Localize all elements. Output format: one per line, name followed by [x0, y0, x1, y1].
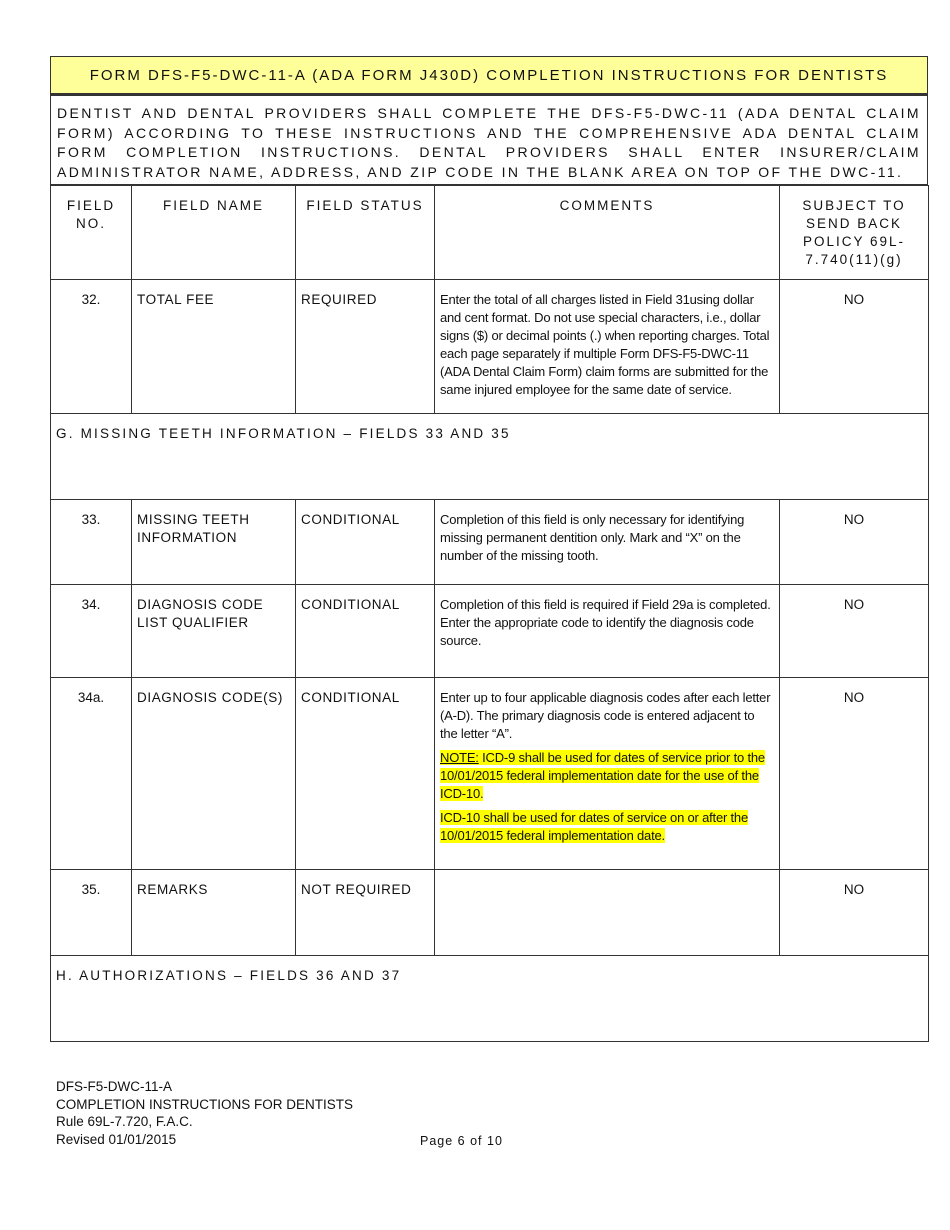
field-name: DIAGNOSIS CODE(S) — [132, 678, 296, 870]
field-comment: Completion of this field is only necessary for identifying missing permanent dentition only. Mark and “X” on the number of the missing tooth. — [435, 500, 780, 585]
field-comment — [435, 870, 780, 956]
field-name: DIAGNOSIS CODE LIST QUALIFIER — [132, 585, 296, 678]
field-status: REQUIRED — [296, 280, 435, 414]
header-field-name: FIELD NAME — [132, 186, 296, 280]
table-row — [51, 585, 929, 678]
comment-note-2 — [440, 809, 774, 845]
form-title: FORM DFS-F5-DWC-11-A (ADA FORM J430D) COMPLETION INSTRUCTIONS FOR DENTISTS — [50, 56, 928, 94]
field-status: CONDITIONAL — [296, 678, 435, 870]
field-status: CONDITIONAL — [296, 500, 435, 585]
field-no: 32. — [51, 280, 132, 414]
table-row — [51, 870, 929, 956]
instructions-table — [50, 185, 929, 1042]
field-comment — [435, 678, 780, 870]
section-heading: H. AUTHORIZATIONS – FIELDS 36 AND 37 — [51, 956, 929, 1042]
field-no: 33. — [51, 500, 132, 585]
header-comments: COMMENTS — [435, 186, 780, 280]
table-row — [51, 678, 929, 870]
section-row-g — [51, 414, 929, 500]
intro-instructions: DENTIST AND DENTAL PROVIDERS SHALL COMPLETE THE DFS-F5-DWC-11 (ADA DENTAL CLAIM FORM) ACCORDING TO THESE INSTRUCTIONS AND THE COMPREHENSIVE ADA DENTAL CLAIM FORM COMPLETION INSTRUCTIONS. DENTAL PROVIDERS SHALL ENTER INSURER/CLAIM ADMINISTRATOR NAME, ADDRESS, AND ZIP CODE IN THE BLANK AREA ON TOP OF THE DWC-11. — [50, 94, 928, 185]
field-comment: Completion of this field is required if Field 29a is completed. Enter the appropriate code to identify the diagnosis code source. — [435, 585, 780, 678]
instructions-page — [50, 56, 928, 1042]
comment-note — [440, 749, 774, 803]
section-row-h — [51, 956, 929, 1042]
page-number: Page 6 of 10 — [420, 1134, 503, 1148]
field-name: REMARKS — [132, 870, 296, 956]
field-name: TOTAL FEE — [132, 280, 296, 414]
footer-revised: Revised 01/01/2015 — [56, 1131, 177, 1147]
field-status: CONDITIONAL — [296, 585, 435, 678]
field-no: 35. — [51, 870, 132, 956]
table-row — [51, 280, 929, 414]
header-send-back: SUBJECT TO SEND BACK POLICY 69L-7.740(11)(g) — [780, 186, 929, 280]
footer-doc-title: COMPLETION INSTRUCTIONS FOR DENTISTS — [56, 1096, 354, 1112]
table-row — [51, 500, 929, 585]
table-header-row — [51, 186, 929, 280]
field-no: 34a. — [51, 678, 132, 870]
note-label: NOTE: — [440, 750, 479, 765]
footer-rule: Rule 69L-7.720, F.A.C. — [56, 1114, 193, 1129]
field-send-back: NO — [780, 678, 929, 870]
field-send-back: NO — [780, 500, 929, 585]
field-send-back: NO — [780, 585, 929, 678]
field-send-back: NO — [780, 870, 929, 956]
field-status: NOT REQUIRED — [296, 870, 435, 956]
field-comment: Enter the total of all charges listed in Field 31using dollar and cent format. Do not use special characters, i.e., dollar signs ($) or decimal points (.) when reporting charges. Total each page separately if multiple Form DFS-F5-DWC-11 (ADA Dental Claim Form) claim forms are submitted for the same injured employee for the same date of service. — [435, 280, 780, 414]
page-footer — [56, 1078, 353, 1148]
field-no: 34. — [51, 585, 132, 678]
comment-paragraph: Enter up to four applicable diagnosis codes after each letter (A-D). The primary diagnosis code is entered adjacent to the letter “A”. — [440, 690, 771, 741]
note2-text: ICD-10 shall be used for dates of service on or after the 10/01/2015 federal implementation date. — [440, 810, 748, 843]
footer-form-id: DFS-F5-DWC-11-A — [56, 1079, 172, 1094]
field-send-back: NO — [780, 280, 929, 414]
header-field-status: FIELD STATUS — [296, 186, 435, 280]
field-name: MISSING TEETH INFORMATION — [132, 500, 296, 585]
note-text: ICD-9 shall be used for dates of service prior to the 10/01/2015 federal implementation date for the use of the ICD-10. — [440, 750, 765, 801]
section-heading: G. MISSING TEETH INFORMATION – FIELDS 33 AND 35 — [51, 414, 929, 500]
header-field-no: FIELD NO. — [51, 186, 132, 280]
